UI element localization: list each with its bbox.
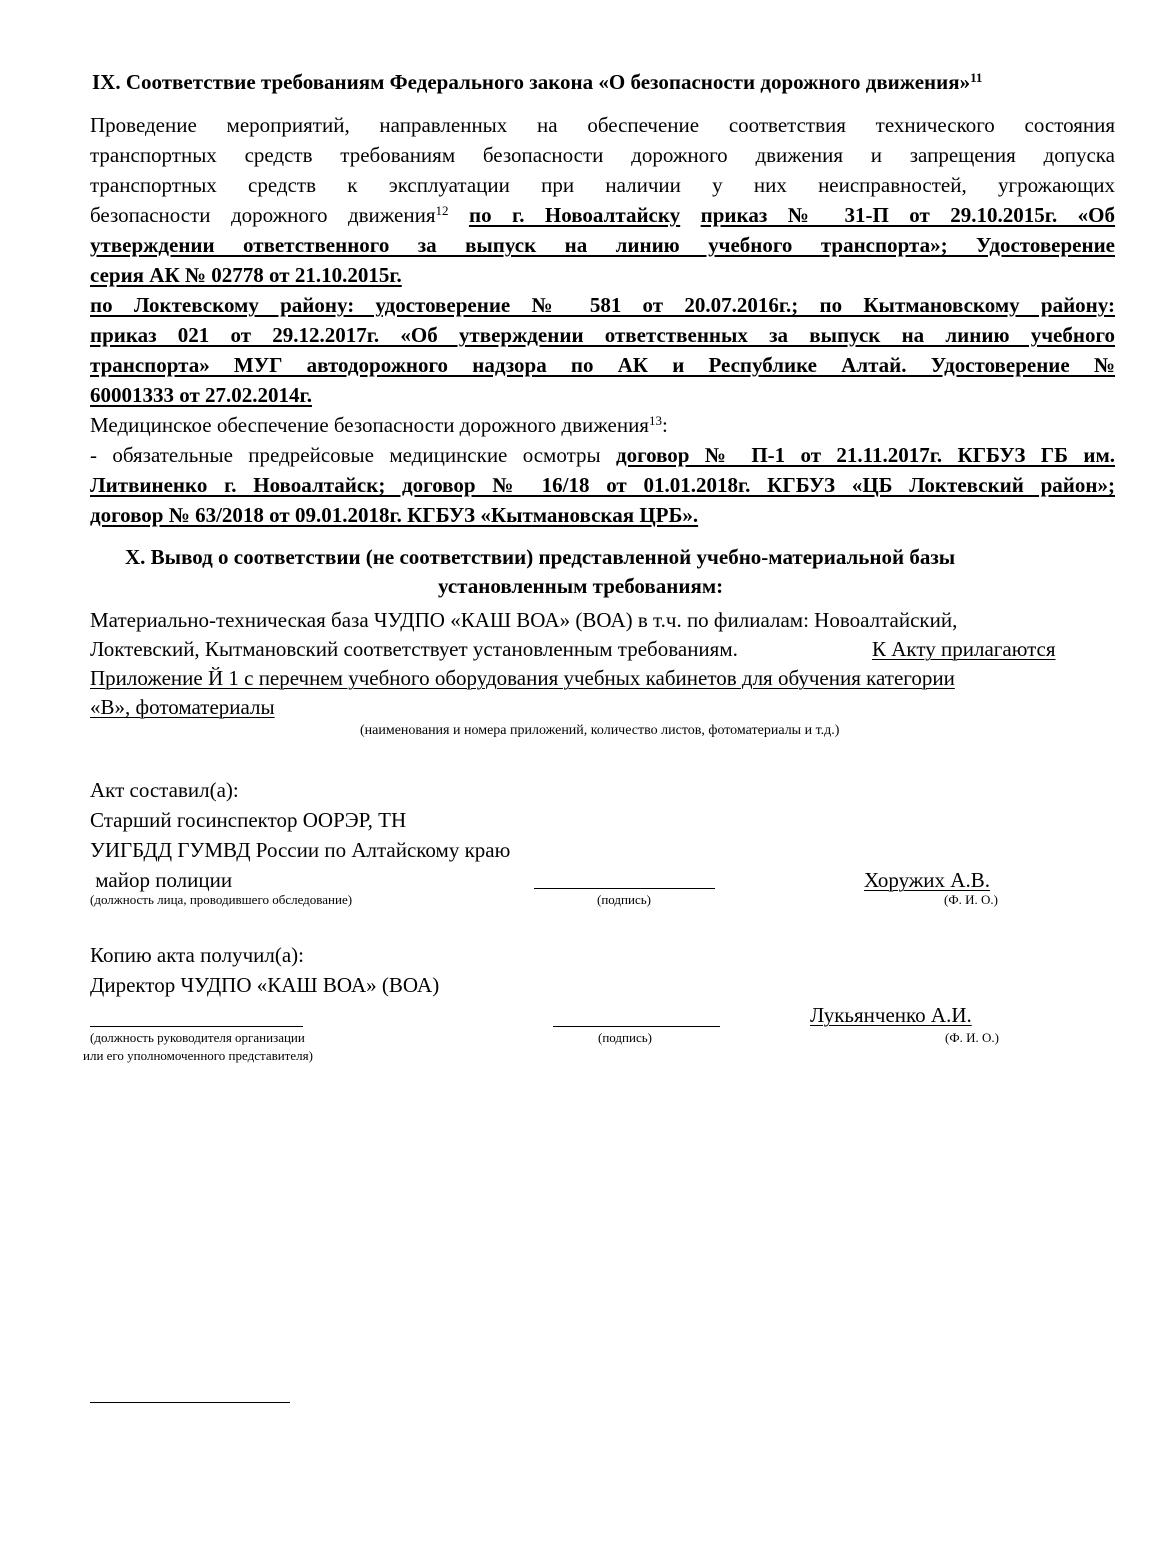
footnote-ref: 11 <box>970 70 983 85</box>
position-caption: (должность руководителя организации <box>90 1030 305 1045</box>
footnote-ref: 12 <box>435 203 449 218</box>
inspector-rank: майор полиции <box>90 868 233 892</box>
medical-label: Медицинское обеспечение безопасности дорожного движения$^{13}$: <box>90 413 668 437</box>
paragraph-line: утверждении ответственного за выпуск на линию учебного транспорта»; Удостоверение <box>90 233 1115 257</box>
inspector-name: Хоружих А.В. <box>864 868 990 892</box>
position-caption-cont: или его уполномоченного представителя) <box>83 1048 313 1063</box>
paragraph-line: Материально-техническая база ЧУДПО «КАШ ВОА» (ВОА) в т.ч. по филиалам: Новоалтайский, <box>90 608 958 632</box>
paragraph-line: транспорта» МУГ автодорожного надзора по АК и Республике Алтай. Удостоверение № <box>90 353 1115 377</box>
paragraph-line: Локтевский, Кытмановский соответствует установленным требованиям. <box>90 637 738 661</box>
paragraph-line: «В», фотоматериалы <box>90 695 275 719</box>
paragraph-line: транспортных средств требованиям безопасности дорожного движения и запрещения допуска <box>90 143 1115 167</box>
section-9-title: IX. Соответствие требованиям Федерального закона «О безопасности дорожного движения»$^{11}$ <box>92 70 983 94</box>
received-by-label: Копию акта получил(а): <box>90 943 304 967</box>
position-line <box>90 1026 303 1027</box>
paragraph-line: транспортных средств к эксплуатации при наличии у них неисправностей, угрожающих <box>90 173 1115 197</box>
signature-line <box>553 1026 720 1027</box>
paragraph-line: 60001333 от 27.02.2014г. <box>90 383 312 407</box>
paragraph-line: договор № 63/2018 от 09.01.2018г. КГБУЗ «Кытмановская ЦРБ». <box>90 503 699 527</box>
paragraph-line: - обязательные предрейсовые медицинские осмотры договор № П-1 от 21.11.2017г. КГБУЗ ГБ им. <box>90 443 1115 467</box>
signature-line <box>534 888 715 889</box>
paragraph-line: безопасности дорожного движения$^{12}$ по г. Новоалтайску приказ № 31-П от 29.10.2015г. «Об <box>90 203 1116 227</box>
paragraph-line: Проведение мероприятий, направленных на обеспечение соответствия технического состояния <box>90 113 1115 137</box>
paragraph-line: серия АК № 02778 от 21.10.2015г. <box>90 263 402 287</box>
compiled-by-label: Акт составил(а): <box>90 778 239 802</box>
footnote-separator <box>90 1402 290 1403</box>
section-10-title-cont: установленным требованиям: <box>438 574 724 598</box>
paragraph-line: приказ 021 от 29.12.2017г. «Об утверждении ответственных за выпуск на линию учебного <box>90 323 1115 347</box>
signature-caption: (подпись) <box>598 1030 652 1045</box>
inspector-position: Старший госинспектор ООРЭР, ТН <box>90 808 407 832</box>
paragraph-line: по Локтевскому району: удостоверение № 581 от 20.07.2016г.; по Кытмановскому району: <box>90 293 1115 317</box>
position-caption: (должность лица, проводившего обследование) <box>90 892 353 907</box>
footnote-ref: 13 <box>648 413 662 428</box>
signature-caption: (подпись) <box>597 892 651 907</box>
attachments-lead: К Акту прилагаются <box>872 637 1056 661</box>
name-caption: (Ф. И. О.) <box>945 1030 999 1045</box>
director-name: Лукьянченко А.И. <box>810 1003 972 1027</box>
inspector-position: УИГБДД ГУМВД России по Алтайскому краю <box>90 838 511 862</box>
name-caption: (Ф. И. О.) <box>944 892 998 907</box>
director-position: Директор ЧУДПО «КАШ ВОА» (ВОА) <box>90 973 440 997</box>
paragraph-line: Литвиненко г. Новоалтайск; договор № 16/18 от 01.01.2018г. КГБУЗ «ЦБ Локтевский район»; <box>90 473 1115 497</box>
paragraph-line: Приложение Й 1 с перечнем учебного оборудования учебных кабинетов для обучения категории <box>90 666 955 690</box>
attachments-caption: (наименования и номера приложений, количество листов, фотоматериалы и т.д.) <box>360 723 840 738</box>
section-10-title: X. Вывод о соответствии (не соответствии) представленной учебно-материальной базы <box>125 545 956 569</box>
